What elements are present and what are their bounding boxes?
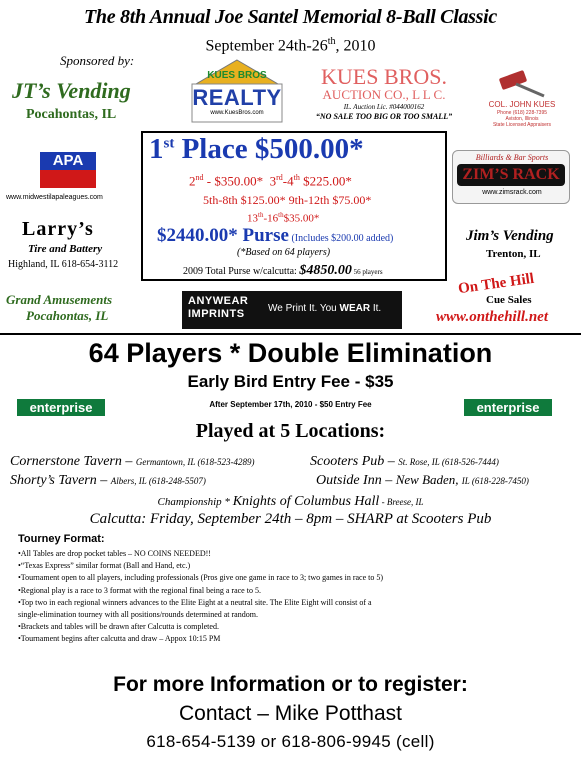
thirteenth-mid: -16 <box>263 212 279 225</box>
second-sup: nd <box>195 173 204 182</box>
rule-6: single-elimination tourney with all positions/rounds determined at random. <box>18 610 258 620</box>
rule-3: •Tournament open to all players, including professionals (Pros give one game in race to 3; two games in race to 5) <box>18 573 384 583</box>
jims-vending-name: Jim’s Vending <box>466 228 554 244</box>
based-on: (*Based on 64 players) <box>237 247 331 258</box>
apa-text: APA <box>40 152 96 170</box>
kues-realty-top: KUES BROS <box>207 70 267 81</box>
loc4-name: Outside Inn – <box>316 473 396 488</box>
loc4-city: New Baden, <box>395 472 462 487</box>
after-fee: After September 17th, 2010 - $50 Entry Fee <box>209 400 372 409</box>
grand-amusements-name: Grand Amusements <box>6 292 113 307</box>
zims-top: Billiards & Bar Sports <box>475 153 549 162</box>
first-text: Place $500.00* <box>174 133 364 165</box>
dates-sup: th <box>327 36 336 47</box>
second-val: - $350.00* <box>203 173 264 189</box>
more-info: For more Information or to register: <box>113 673 468 696</box>
loc1-detail: Germantown, IL (618-523-4289) <box>135 457 255 467</box>
fifth-line: 5th-8th $125.00* 9th-12th $75.00* <box>203 193 372 207</box>
loc1-name: Cornerstone Tavern – <box>10 454 136 469</box>
format-heading: Tourney Format: <box>18 533 105 545</box>
format-rules <box>18 548 573 646</box>
anywear-slogan <box>268 303 381 314</box>
location-3 <box>10 471 206 489</box>
section-divider <box>0 333 581 335</box>
early-bird: Early Bird Entry Fee - $35 <box>187 372 394 391</box>
kues-auction-logo <box>304 66 464 126</box>
larrys-sub: Tire and Battery <box>28 243 103 255</box>
apa-stripe <box>40 170 96 188</box>
page-title: The 8th Annual Joe Santel Memorial 8-Ball Classic <box>84 6 497 28</box>
phones: 618-654-5139 or 618-806-9945 (cell) <box>146 732 435 751</box>
loc3-detail: Albers, IL (618-248-5507) <box>110 476 206 486</box>
location-4 <box>316 471 529 489</box>
kues-realty-url: www.KuesBros.com <box>210 110 264 116</box>
gavel-icon <box>494 68 554 100</box>
col-john-kues-logo <box>470 68 574 138</box>
loc3-name: Shorty’s Tavern – <box>10 473 111 488</box>
third-sup: rd <box>276 173 283 182</box>
total-purse-note: (Includes $200.00 added) <box>288 233 394 244</box>
onthehill-name: On The Hill <box>457 270 536 298</box>
champ-name: Knights of Columbus Hall <box>232 494 380 509</box>
larrys-name: Larry’s <box>22 218 94 240</box>
thirteenth-val: $35.00* <box>283 212 320 225</box>
col-city: Aviston, Illinois <box>505 116 539 122</box>
kues-realty-logo <box>188 58 286 124</box>
second-num: 2 <box>189 173 196 189</box>
kues-auction-name: KUES BROS. <box>321 64 447 89</box>
total-purse-value: $2440.00* Purse <box>157 225 289 246</box>
third-val: -4 <box>282 173 294 189</box>
grand-amusements-city: Pocahontas, IL <box>26 308 109 323</box>
enterprise-logo-right: enterprise <box>464 399 552 416</box>
anywear-slogan-b: WEAR <box>339 303 371 314</box>
anywear-slogan-a: We Print It. You <box>268 303 340 314</box>
total-purse <box>157 225 393 247</box>
dates-year: , 2010 <box>335 37 376 55</box>
anywear-sub: IMPRINTS <box>188 308 245 320</box>
thirteenth-num: 13 <box>247 212 258 225</box>
apa-logo <box>40 152 96 190</box>
col-license: State Licensed Appraisers <box>492 122 552 128</box>
kues-auction-slogan: “NO SALE TOO BIG OR TOO SMALL” <box>315 112 453 121</box>
apa-url: www.midwestilapaleagues.com <box>6 194 103 201</box>
kues-auction-license: IL. Auction Lic. #044000162 <box>343 103 425 111</box>
zims-rack-logo <box>452 150 570 204</box>
zims-name: ZIM’S RACK <box>457 164 565 186</box>
enterprise-logo-left: enterprise <box>17 399 105 416</box>
headline: 64 Players * Double Elimination <box>88 338 493 368</box>
jts-vending-city: Pocahontas, IL <box>26 107 117 122</box>
purse-box <box>141 131 447 281</box>
onthehill-url: www.onthehill.net <box>436 309 548 325</box>
larrys-contact: Highland, IL 618-654-3112 <box>8 259 119 270</box>
sixteenth-sup: th <box>278 211 284 219</box>
first-place <box>149 133 445 166</box>
second-third-line <box>189 173 352 189</box>
location-1 <box>10 452 254 470</box>
prev-value: $4850.00 <box>299 263 352 278</box>
sponsored-by-label: Sponsored by: <box>60 53 135 68</box>
dates-main: September 24th-26 <box>205 37 328 55</box>
col-name: COL. JOHN KUES <box>488 100 556 109</box>
fourth-sup: th <box>293 173 300 182</box>
contact-line: Contact – Mike Potthast <box>179 702 402 725</box>
kues-realty-main: REALTY <box>192 85 282 110</box>
rule-7: •Brackets and tables will be drawn after Calcutta is completed. <box>18 622 219 632</box>
fourth-val: $225.00* <box>299 173 352 189</box>
location-2 <box>310 452 499 470</box>
rule-2: •“Texas Express” similar format (Ball and Hand, etc.) <box>18 561 191 571</box>
loc2-detail: St. Rose, IL (618-526-7444) <box>398 457 499 467</box>
third-num: 3 <box>269 173 277 189</box>
thirteenth-line <box>247 211 319 225</box>
rule-4: •Regional play is a race to 3 format with the regional final being a race to 5. <box>18 585 261 595</box>
prev-label: 2009 Total Purse w/calcutta: <box>183 266 300 277</box>
calcutta: Calcutta: Friday, September 24th – 8pm – SHARP at Scooters Pub <box>89 511 492 527</box>
jts-vending-name: JT’s Vending <box>12 78 131 103</box>
rule-1: •All Tables are drop pocket tables – NO COINS NEEDED!! <box>18 549 211 558</box>
prev-purse <box>183 261 383 279</box>
col-phone: Phone (618) 228-7395 <box>496 110 548 116</box>
champ-label: Championship * <box>157 496 233 508</box>
rule-8: •Tournament begins after calcutta and draw – Appox 10:15 PM <box>18 634 221 644</box>
played-at: Played at 5 Locations: <box>195 420 386 442</box>
loc2-name: Scooters Pub – <box>310 454 399 469</box>
anywear-logo <box>182 291 402 329</box>
jims-vending-city: Trenton, IL <box>486 248 541 260</box>
anywear-top: ANYWEAR <box>188 295 249 307</box>
thirteenth-sup: th <box>258 211 264 219</box>
first-label: 1 <box>149 133 164 165</box>
championship <box>0 492 581 510</box>
onthehill-sub: Cue Sales <box>486 294 532 306</box>
loc4-detail: IL (618-228-7450) <box>461 476 529 486</box>
kues-auction-sub: AUCTION CO., L L C. <box>322 87 446 102</box>
first-sup: st <box>163 135 175 152</box>
rule-5: •Top two in each regional winners advances to the Elite Eight at a neutral site. The Elite Eight will consist of a <box>18 597 372 607</box>
champ-city: - Breese, IL <box>379 497 424 507</box>
zims-url: www.zimsrack.com <box>482 189 542 196</box>
prev-players: 56 players <box>351 268 383 276</box>
anywear-slogan-c: It. <box>370 303 382 314</box>
